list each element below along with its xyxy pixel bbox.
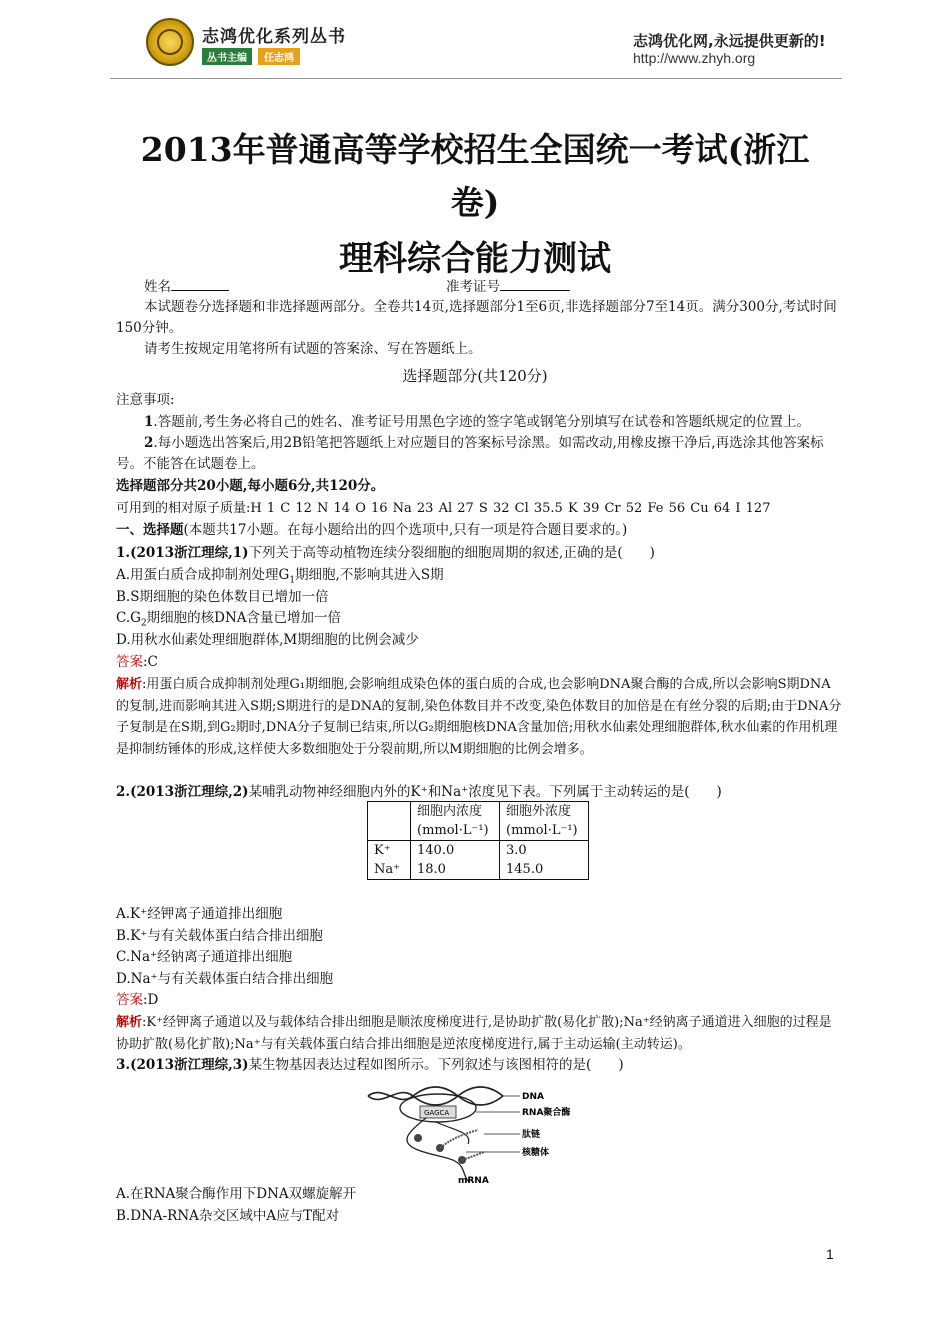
q3-number: 3 (116, 1057, 126, 1073)
q2-source: .(2013浙江理综,2) (125, 784, 249, 800)
doc-title-line2: 卷) (450, 183, 500, 222)
q1-option-a-text-2: 期细胞,不影响其进入S期 (295, 567, 444, 583)
notice-1-text: .答题前,考生务必将自己的姓名、准考证号用黑色字迹的签字笔或钢笔分别填写在试卷和答题纸规定的位置上。 (153, 414, 810, 430)
q3-stem-text: 某生物基因表达过程如图所示。下列叙述与该图相符的是( ) (248, 1057, 624, 1073)
q1-stem-text: 下列关于高等动植物连续分裂细胞的细胞周期的叙述,正确的是( ) (248, 545, 655, 561)
intro-paragraph-2: 请考生按规定用笔将所有试题的答案涂、写在答题纸上。 (144, 341, 482, 357)
dna-strand-1 (368, 1087, 503, 1105)
logo-emblem-icon (157, 29, 183, 55)
header-divider (110, 78, 842, 79)
table-header-inside (411, 802, 500, 841)
q1-option-a-sub: 1 (289, 575, 296, 586)
peptide-chain-2 (462, 1152, 484, 1160)
section-title: 选择题部分 (402, 367, 478, 385)
page-number: 1 (826, 1246, 834, 1262)
brand-logo (146, 18, 194, 66)
name-blank (171, 276, 229, 291)
id-field (446, 276, 570, 298)
choice-summary: 选择题部分共20小题,每小题6分,共120分。 (116, 478, 385, 494)
header-url[interactable]: http://www.zhyh.org (633, 50, 756, 66)
q1-option-d[interactable]: D.用秋水仙素处理细胞群体,M期细胞的比例会减少 (116, 632, 419, 648)
na-outside-value: 145.0 (506, 862, 544, 877)
q2-answer (116, 990, 158, 1011)
notice-1-number: 1 (144, 414, 154, 430)
q1-option-c-sub: 2 (140, 618, 147, 629)
k-outside-value: 3.0 (506, 843, 527, 858)
table-row-labels (368, 841, 411, 880)
table-inside-values (411, 841, 500, 880)
na-inside-value: 18.0 (417, 862, 446, 877)
q1-option-b[interactable]: B.S期细胞的染色体数目已增加一倍 (116, 589, 329, 605)
q3-stem (116, 1055, 624, 1076)
q1-analysis-text: :用蛋白质合成抑制剂处理G₁期细胞,会影响组成染色体的蛋白质的合成,也会影响DNA聚合酶的合成,所以会影响S期DNA的复制,进而影响其进入S期;S期进行的是DNA的复制,染色体数目并不改变,染色体数目的加倍是在有丝分裂的后期;由于DNA分子复制是在S期,到G₂期时,DNA分子复制已结束,所以G₂期细胞核DNA含量加倍;用秋水仙素处理细胞群体,秋水仙素的作用机理是抑制纺锤体的形成,这样使大多数细胞处于分裂前期,所以M期细胞的比例会增多。 (116, 677, 842, 757)
notice-item-2 (116, 433, 842, 475)
label-mrna: mRNA (458, 1176, 489, 1186)
part1-title: 一、选择题 (116, 522, 184, 538)
concentration-table (367, 801, 589, 880)
q1-answer-value: :C (143, 654, 158, 670)
gene-expression-diagram (358, 1082, 598, 1186)
brand-title: 志鸿优化系列丛书 (202, 27, 346, 47)
brand-editor-name: 任志鸿 (258, 48, 300, 65)
header-inside-unit: (mmol·L⁻¹) (417, 823, 489, 838)
label-peptide: 肽链 (522, 1130, 541, 1140)
q1-number: 1 (116, 545, 126, 561)
header-outside-label: 细胞外浓度 (506, 804, 572, 819)
name-label: 姓名 (144, 279, 171, 295)
q1-answer (116, 652, 158, 673)
q2-answer-label: 答案 (116, 992, 143, 1008)
table-corner-cell (368, 802, 411, 841)
part1-heading (116, 520, 627, 541)
q3-option-b[interactable]: B.DNA-RNA杂交区域中A应与T配对 (116, 1208, 340, 1224)
q1-stem (116, 543, 655, 564)
section-heading (0, 366, 950, 387)
doc-title-line1: 2013年普通高等学校招生全国统一考试(浙江 (140, 130, 810, 169)
notice-2-number: 2 (144, 435, 154, 451)
q1-analysis (116, 674, 842, 760)
table-row (368, 841, 589, 880)
q1-option-c-text-2: 期细胞的核DNA含量已增加一倍 (146, 610, 342, 626)
q1-option-a-text: A.用蛋白质合成抑制剂处理G (116, 567, 290, 583)
dna-strand-2 (368, 1087, 503, 1105)
section-score: (共120分) (477, 367, 548, 385)
q1-answer-label: 答案 (116, 654, 143, 670)
row-label-k: K⁺ (374, 843, 391, 858)
label-dna: DNA (522, 1092, 544, 1102)
brand-editor-label: 丛书主编 (202, 48, 252, 65)
header-slogan: 志鸿优化网,永远提供更新的! (633, 32, 826, 50)
notice-2-text: .每小题选出答案后,用2B铅笔把答题纸上对应题目的答案标号涂黑。如需改动,用橡皮擦干净后,再选涂其他答案标号。不能答在试题卷上。 (116, 435, 824, 472)
doc-subtitle: 理科综合能力测试 (339, 239, 611, 279)
id-blank (500, 276, 570, 291)
q1-option-c-text: C.G (116, 610, 141, 626)
atomic-masses: 可用到的相对原子质量:H 1 C 12 N 14 O 16 Na 23 Al 27 S 32 Cl 35.5 K 39 Cr 52 Fe 56 Cu 64 I 127 (116, 501, 771, 516)
name-field (144, 276, 229, 298)
q2-analysis (116, 1012, 842, 1055)
q2-option-b[interactable]: B.K⁺与有关载体蛋白结合排出细胞 (116, 928, 323, 944)
q2-option-a[interactable]: A.K⁺经钾离子通道排出细胞 (116, 906, 283, 922)
intro-paragraph-1: 本试题卷分选择题和非选择题两部分。全卷共14页,选择题部分1至6页,非选择题部分7至14页。满分300分,考试时间150分钟。 (116, 299, 837, 336)
notice-title: 注意事项: (116, 392, 175, 408)
sequence-label: GAGCA (424, 1109, 450, 1117)
q3-source: .(2013浙江理综,3) (125, 1057, 249, 1073)
label-rna-polymerase: RNA聚合酶 (522, 1108, 571, 1118)
q2-option-d[interactable]: D.Na⁺与有关载体蛋白结合排出细胞 (116, 971, 334, 987)
q2-number: 2 (116, 784, 126, 800)
id-label: 准考证号 (446, 279, 500, 295)
q2-answer-value: :D (143, 992, 159, 1008)
q2-stem (116, 782, 722, 803)
q2-stem-text: 某哺乳动物神经细胞内外的K⁺和Na⁺浓度见下表。下列属于主动转运的是( ) (248, 784, 722, 800)
row-label-na: Na⁺ (374, 862, 400, 877)
peptide-chain (440, 1130, 478, 1148)
k-inside-value: 140.0 (417, 843, 455, 858)
q3-option-a[interactable]: A.在RNA聚合酶作用下DNA双螺旋解开 (116, 1186, 357, 1202)
q1-analysis-label: 解析 (116, 677, 143, 692)
q2-analysis-text: :K⁺经钾离子通道以及与载体结合排出细胞是顺浓度梯度进行,是协助扩散(易化扩散);Na⁺经钠离子通道进入细胞的过程是协助扩散(易化扩散);Na⁺与有关载体蛋白结合排出细胞是逆浓度梯度进行,属于主动运输(主动转运)。 (116, 1015, 832, 1052)
table-outside-values (500, 841, 589, 880)
mrna-strand-2 (436, 1122, 469, 1144)
table-header-row (368, 802, 589, 841)
header-inside-label: 细胞内浓度 (417, 804, 483, 819)
notice-item-1 (116, 412, 842, 433)
label-ribosome: 核糖体 (522, 1148, 550, 1158)
table-header-outside (500, 802, 589, 841)
q1-source: .(2013浙江理综,1) (125, 545, 249, 561)
ribosome-1 (414, 1134, 422, 1142)
header-outside-unit: (mmol·L⁻¹) (506, 823, 578, 838)
part1-note: (本题共17小题。在每小题给出的四个选项中,只有一项是符合题目要求的。) (183, 522, 628, 538)
q2-option-c[interactable]: C.Na⁺经钠离子通道排出细胞 (116, 949, 293, 965)
q2-analysis-label: 解析 (116, 1015, 143, 1030)
